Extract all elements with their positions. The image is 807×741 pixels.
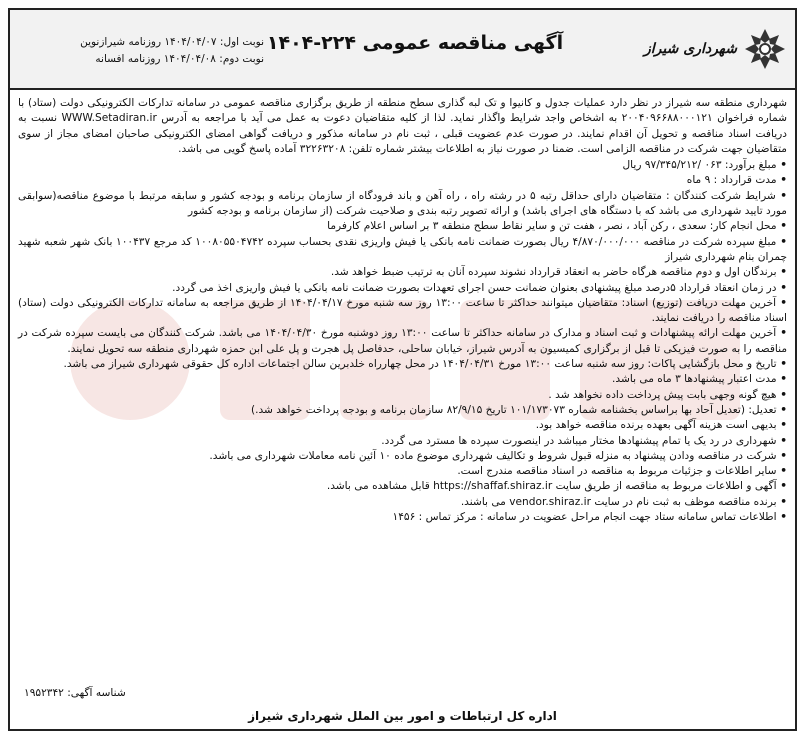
item-text: آخرین مهلت دریافت (توزیع) اسناد: متقاضیان میتوانند حداکثر تا ساعت ۱۳:۰۰ روز سه شنبه مورخ ۱۴۰۴/۰۴/۱۷ از طریق مراجعه به سامانه تدارکات الکترونیکی دولت (ستاد) اسناد مناقصه را دریافت نمایند. [18, 296, 787, 325]
list-item [18, 449, 787, 464]
item-text: آگهی و اطلاعات مربوط به مناقصه از طریق سایت https://shaffaf.shiraz.ir قابل مشاهده می باشد. [326, 480, 777, 493]
list-item [18, 173, 787, 188]
list-item [18, 464, 787, 479]
bullet-icon: • [776, 235, 788, 248]
item-text: مدت اعتبار پیشنهادها ۳ ماه می باشد. [612, 373, 777, 386]
bullet-icon: • [776, 419, 787, 432]
item-text: در زمان انعقاد قرارداد ۵درصد مبلغ پیشنهادی بعنوان ضمانت حسن اجرای تعهدات بصورت ضمانت نامه بانکی یا فیش واریزی اخذ می گردد. [172, 281, 777, 294]
bullet-icon: • [776, 220, 787, 233]
list-item [18, 418, 787, 433]
list-item [18, 388, 787, 403]
notice-title: آگهی مناقصه عمومی ۲۲۴-۱۴۰۴ [266, 32, 564, 54]
bullet-icon: • [776, 403, 787, 416]
bullet-icon: • [776, 480, 787, 493]
bullet-icon: • [776, 434, 787, 447]
item-text: مدت قرارداد : ۹ ماه [686, 174, 777, 187]
item-text: محل انجام کار: سعدی ، رکن آباد ، نصر ، هفت تن و سایر نقاط سطح منطقه ۳ بر اساس اعلام کارفرما [327, 220, 777, 233]
bullet-icon: • [776, 358, 787, 371]
item-text: شرکت در مناقصه ودادن پیشنهاد به منزله قبول شروط و تکالیف شهرداری موضوع ماده ۱۰ آئین نامه معاملات شهرداری می باشد. [209, 449, 777, 462]
item-text: شهرداری در رد یک یا تمام پیشنهادها مختار میباشد در اینصورت سپرده ها مسترد می گردد. [381, 434, 777, 447]
issuing-department: اداره کل ارتباطات و امور بین الملل شهرداری شیراز [248, 709, 557, 723]
notice-frame [8, 8, 797, 731]
list-item [18, 219, 787, 234]
bullet-icon: • [776, 465, 787, 478]
item-text: تعدیل: (تعدیل آحاد بها براساس بخشنامه شماره ۱۰۱/۱۷۳۰۷۳ تاریخ ۸۲/۹/۱۵ سازمان برنامه و بودجه پرداخت خواهد شد.) [250, 403, 777, 416]
item-text: بدیهی است هزینه آگهی بعهده برنده مناقصه خواهد بود. [535, 419, 777, 432]
ad-id: شناسه آگهی: ۱۹۵۲۳۴۲ [24, 687, 126, 699]
notice-body [18, 96, 787, 525]
list-item [18, 510, 787, 525]
list-item [18, 158, 787, 173]
publication-info [24, 34, 264, 68]
item-text: آخرین مهلت ارائه پیشنهادات و ثبت اسناد و مدارک در سامانه حداکثر تا ساعت ۱۳:۰۰ روز دوشنبه مورخ ۱۴۰۴/۰۴/۳۰ می باشد. شرکت کنندگان می بایست سپرده شرکت در مناقصه را به صورت فیزیکی تا قبل از برگزاری کمیسیون به آدرس شیراز، خیابان ساحلی، حدفاصل پل هجرت و پل علی ابن حمزه شهرداری منطقه سه تحویل نمایند. [18, 327, 787, 355]
bullet-icon: • [776, 296, 787, 309]
publication-second: نوبت دوم: ۱۴۰۴/۰۴/۰۸ روزنامه افسانه [95, 53, 264, 65]
publication-first: نوبت اول: ۱۴۰۴/۰۴/۰۷ روزنامه شیرازنوین [80, 36, 264, 48]
bullet-icon: • [776, 327, 787, 340]
bullet-icon: • [776, 511, 787, 524]
list-item [18, 357, 787, 372]
item-text: سایر اطلاعات و جزئیات مربوط به مناقصه در اسناد مناقصه مندرج است. [457, 465, 777, 478]
list-item [18, 372, 787, 387]
bullet-icon: • [775, 189, 787, 202]
item-text: برنده مناقصه موظف به ثبت نام در سایت vendor.shiraz.ir می باشند. [460, 495, 777, 508]
bullet-icon: • [776, 281, 787, 294]
notice-header [10, 10, 795, 90]
item-text: مبلغ برآورد: ۰۶۳ /۹۷/۳۴۵/۲۱۲ ریال [622, 159, 777, 172]
bullet-icon: • [776, 266, 787, 279]
list-item [18, 235, 787, 266]
item-text: برندگان اول و دوم مناقصه هرگاه حاضر به انعقاد قرارداد نشوند سپرده آنان به ترتیب ضبط خواهد شد. [330, 266, 777, 279]
intro-paragraph: شهرداری منطقه سه شیراز در نظر دارد عملیات جدول و کانیوا و تک لبه گذاری سطح منطقه از طریق برگزاری مناقصه عمومی در سامانه تدارکات الکترونیکی دولت (ستاد) با شماره فراخوان ۲۰۰۴۰۹۶۶۸۸۰۰۰۱۲۱ به اشخاص واجد شرایط واگذار نماید. لذا از کلیه متقاضیان دعوت به عمل می آید با مراجعه به آدرس WWW.Setadiran.ir نسبت به دریافت اسناد مناقصه و تحویل آن اقدام نمایند. در صورت عدم عضویت قبلی ، ثبت نام در سامانه مذکور و دریافت گواهی امضای الکترونیکی صاحبان امضای مجاز از سوی متقاضیان جهت شرکت در مناقصه الزامی است. ضمنا در صورت نیاز به اطلاعات بیشتر شماره تلفن: ۳۲۲۶۳۲۰۸ آماده پاسخ گویی می باشد. [18, 97, 787, 155]
list-item [18, 403, 787, 418]
list-item [18, 265, 787, 280]
municipality-logo [637, 22, 787, 76]
item-text: اطلاعات تماس سامانه ستاد جهت انجام مراحل عضویت در سامانه : مرکز تماس : ۱۴۵۶ [392, 511, 777, 524]
flower-logo-icon [743, 27, 787, 71]
list-item [18, 189, 787, 220]
list-item [18, 296, 787, 327]
bullet-icon: • [776, 388, 787, 401]
bullet-icon: • [776, 449, 787, 462]
item-text: تاریخ و محل بازگشایی پاکات: روز سه شنبه ساعت ۱۳:۰۰ مورخ ۱۴۰۴/۰۴/۳۱ در محل چهارراه خلدبرین سالن اجتماعات اداره کل حقوقی شهرداری شیراز می باشد. [63, 358, 777, 371]
bullet-icon: • [776, 159, 787, 172]
bullet-icon: • [776, 174, 787, 187]
list-item [18, 479, 787, 494]
item-text: مبلغ سپرده شرکت در مناقصه ۴/۸۷۰/۰۰۰/۰۰۰ ریال بصورت ضمانت نامه بانکی یا فیش واریزی نقدی بحساب سپرده ۱۰۰۸۰۵۵۰۴۷۴۲ کد مرجع ۱۰۰۴۳۷ بانک شهر شعبه شهید چمران بنام شهرداری شیراز [18, 235, 787, 263]
list-item [18, 281, 787, 296]
item-text: شرایط شرکت کنندگان : متقاضیان دارای حداقل رتبه ۵ در رشته راه ، راه آهن و باند فرودگاه از سازمان برنامه و بودجه کشور و سابقه مرتبط با موضوع مناقصه(سوابقی مورد تایید شهرداری می باشد که با دستگاه های اجرای باشد) و ارائه تصویر رتبه بندی و صلاحیت شرکت (از سازمان برنامه و بودجه کشور [18, 189, 787, 218]
list-item [18, 434, 787, 449]
bullet-icon: • [776, 495, 787, 508]
item-text: هیچ گونه وجهی بابت پیش پرداخت داده نخواهد شد . [548, 388, 777, 401]
logo-text: شهرداری شیراز [644, 41, 737, 57]
bullet-icon: • [776, 373, 787, 386]
list-item [18, 326, 787, 357]
list-item [18, 495, 787, 510]
